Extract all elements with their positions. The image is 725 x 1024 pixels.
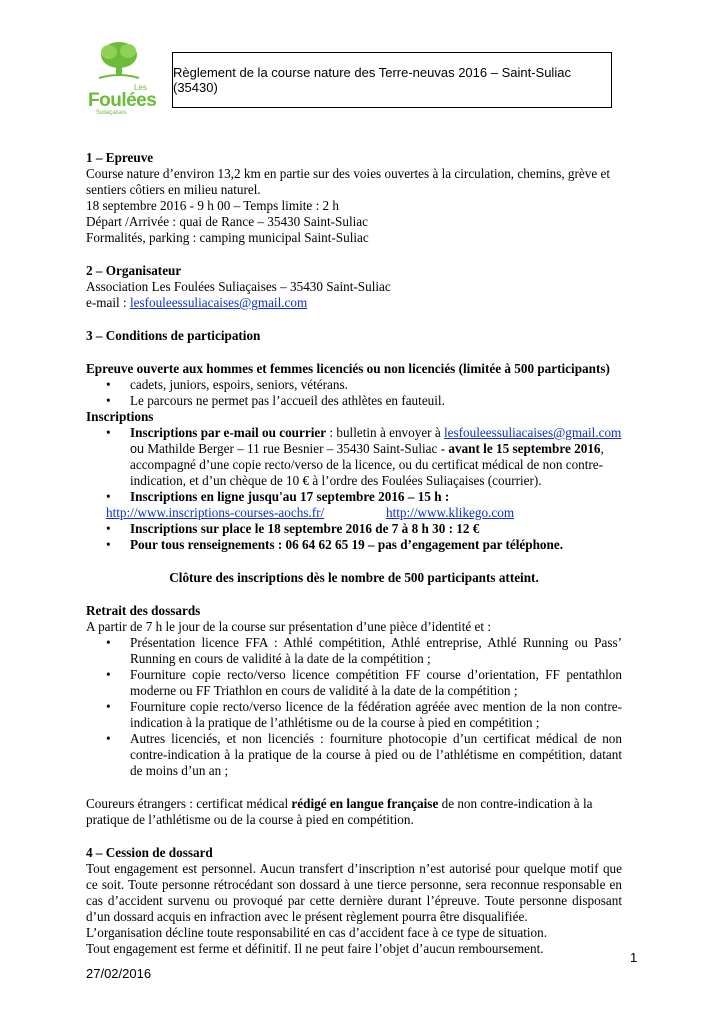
insc4-text: Pour tous renseignements : 06 64 62 65 19 – pas d’engagement par téléphone. — [130, 537, 563, 552]
list-item: • Présentation licence FFA : Athlé compétition, Athlé entreprise, Athlé Running ou Pass’ Running en cours de validité à la date de la compétition ; — [86, 635, 622, 667]
retrait-title: Retrait des dossards — [86, 603, 201, 618]
document-body — [86, 150, 622, 957]
section-4-title: 4 – Cession de dossard — [86, 845, 213, 860]
spacer — [86, 828, 622, 845]
logo-sub: Suliaçaises — [96, 110, 127, 116]
insc2-text: Inscriptions en ligne jusqu'au 17 septembre 2016 – 15 h : — [130, 489, 450, 504]
club-logo — [88, 40, 157, 116]
s4-line-3: Tout engagement est ferme et définitif. Il ne peut faire l’objet d’aucun remboursement. — [86, 941, 544, 956]
page-number: 1 — [630, 950, 638, 965]
spacer — [86, 586, 622, 603]
list-item — [86, 537, 622, 553]
closing-text: Clôture des inscriptions dès le nombre de 500 participants atteint. — [169, 570, 539, 585]
etr-post: de non contre-indication à la pratique de l’athlétisme ou de la course à pied en compétition. — [86, 796, 593, 827]
s3-open-to: Epreuve ouverte aux hommes et femmes licenciés ou non licenciés (limitée à 500 participants) — [86, 361, 610, 376]
link-klikego[interactable]: http://www.klikego.com — [386, 505, 515, 520]
insc1-deadline: avant le 15 septembre 2016 — [448, 441, 601, 456]
retrait-intro: A partir de 7 h le jour de la course sur présentation d’une pièce d’identité et : — [86, 619, 492, 634]
list-item: • Autres licenciés, et non licenciés : fourniture photocopie d’un certificat médical de non contre-indication à la pratique de la course à pied ou de l’athlétisme en compétition, datant de moins d’un an ; — [86, 731, 622, 779]
s2-email-link[interactable]: lesfouleessuliacaises@gmail.com — [129, 295, 308, 310]
s2-email-line — [86, 295, 622, 311]
closing-notice — [86, 570, 622, 586]
s2-association: Association Les Foulées Suliaçaises – 35430 Saint-Suliac — [86, 279, 391, 294]
etr-bold: rédigé en langue française — [291, 796, 439, 811]
section-1-title: 1 – Epreuve — [86, 150, 154, 165]
coureurs-etrangers — [86, 796, 622, 828]
category-list — [86, 377, 622, 409]
s4-line-2: L’organisation décline toute responsabilité en cas d’accident face à ce type de situation. — [86, 925, 548, 940]
logo-name: Foulées — [88, 90, 157, 111]
insc1-email-link[interactable]: lesfouleessuliacaises@gmail.com — [444, 425, 622, 440]
s2-email-prefix: e-mail : — [86, 295, 130, 310]
link-inscriptions-aochs[interactable]: http://www.inscriptions-courses-aochs.fr/ — [106, 505, 325, 520]
section-2-title: 2 – Organisateur — [86, 263, 182, 278]
insc1-text: : bulletin à envoyer à — [326, 425, 445, 440]
s1-line-1: Course nature d’environ 13,2 km en partie sur des voies ouvertes à la circulation, chemins, grève et sentiers côtiers en milieu naturel. — [86, 166, 611, 197]
logo-les: Les — [134, 83, 147, 92]
insc3-text: Inscriptions sur place le 18 septembre 2016 de 7 à 8 h 30 : 12 € — [130, 521, 480, 536]
s4-paragraph: Tout engagement est personnel. Aucun transfert d’inscription n’est autorisé pour quelque motif que ce soit. Toute personne rétrocédant son dossard à une tierce personne, sera reconnue responsable en cas d’accident survenu ou provoqué par cette dernière durant l’épreuve. Toute personne disposant d’un dossard acquis en infraction avec le présent règlement pourra être disqualifiée. — [86, 861, 622, 924]
s3-inscriptions-title: Inscriptions — [86, 409, 154, 424]
list-item — [86, 425, 622, 489]
spacer — [86, 553, 622, 570]
section-3-title: 3 – Conditions de participation — [86, 328, 261, 343]
inscriptions-list-2 — [86, 521, 622, 553]
insc1-addr: Mathilde Berger – 11 rue Besnier – 35430 Saint-Suliac - — [147, 441, 449, 456]
list-item: • cadets, juniors, espoirs, seniors, vétérans. — [86, 377, 622, 393]
insc1-rest: , accompagné d’une copie recto/verso de la licence, ou du certificat médical de non contre-indication, et d’un chèque de 10 € à l’ordre des Foulées Suliaçaises (courrier). — [130, 441, 604, 488]
header-title-box — [172, 52, 612, 108]
s1-line-4: Formalités, parking : camping municipal Saint-Suliac — [86, 230, 369, 245]
inscriptions-list — [86, 425, 622, 505]
retrait-list — [86, 635, 622, 779]
tree-logo-icon — [96, 40, 142, 80]
list-item — [86, 489, 622, 505]
s1-line-3: Départ /Arrivée : quai de Rance – 35430 Saint-Suliac — [86, 214, 368, 229]
insc1-ou: ou — [130, 442, 145, 456]
links-row — [86, 505, 622, 521]
spacer — [86, 246, 622, 263]
list-item: • Fourniture copie recto/verso licence compétition FF course d’orientation, FF pentathlon moderne ou FF Triathlon en cours de validité à la date de la compétition ; — [86, 667, 622, 699]
list-item — [86, 521, 622, 537]
spacer — [86, 344, 622, 361]
footer-date: 27/02/2016 — [86, 966, 152, 981]
spacer — [86, 311, 622, 328]
spacer — [86, 779, 622, 796]
s1-line-2: 18 septembre 2016 - 9 h 00 – Temps limite : 2 h — [86, 198, 340, 213]
header-title: Règlement de la course nature des Terre-neuvas 2016 – Saint-Suliac (35430) — [173, 65, 571, 95]
list-item: • Fourniture copie recto/verso licence de la fédération agréée avec mention de la non contre-indication à la pratique de l’athlétisme ou de la course à pied en compétition ; — [86, 699, 622, 731]
insc1-bold: Inscriptions par e-mail ou courrier — [130, 425, 327, 440]
list-item: • Le parcours ne permet pas l’accueil des athlètes en fauteuil. — [86, 393, 622, 409]
etr-pre: Coureurs étrangers : certificat médical — [86, 796, 292, 811]
